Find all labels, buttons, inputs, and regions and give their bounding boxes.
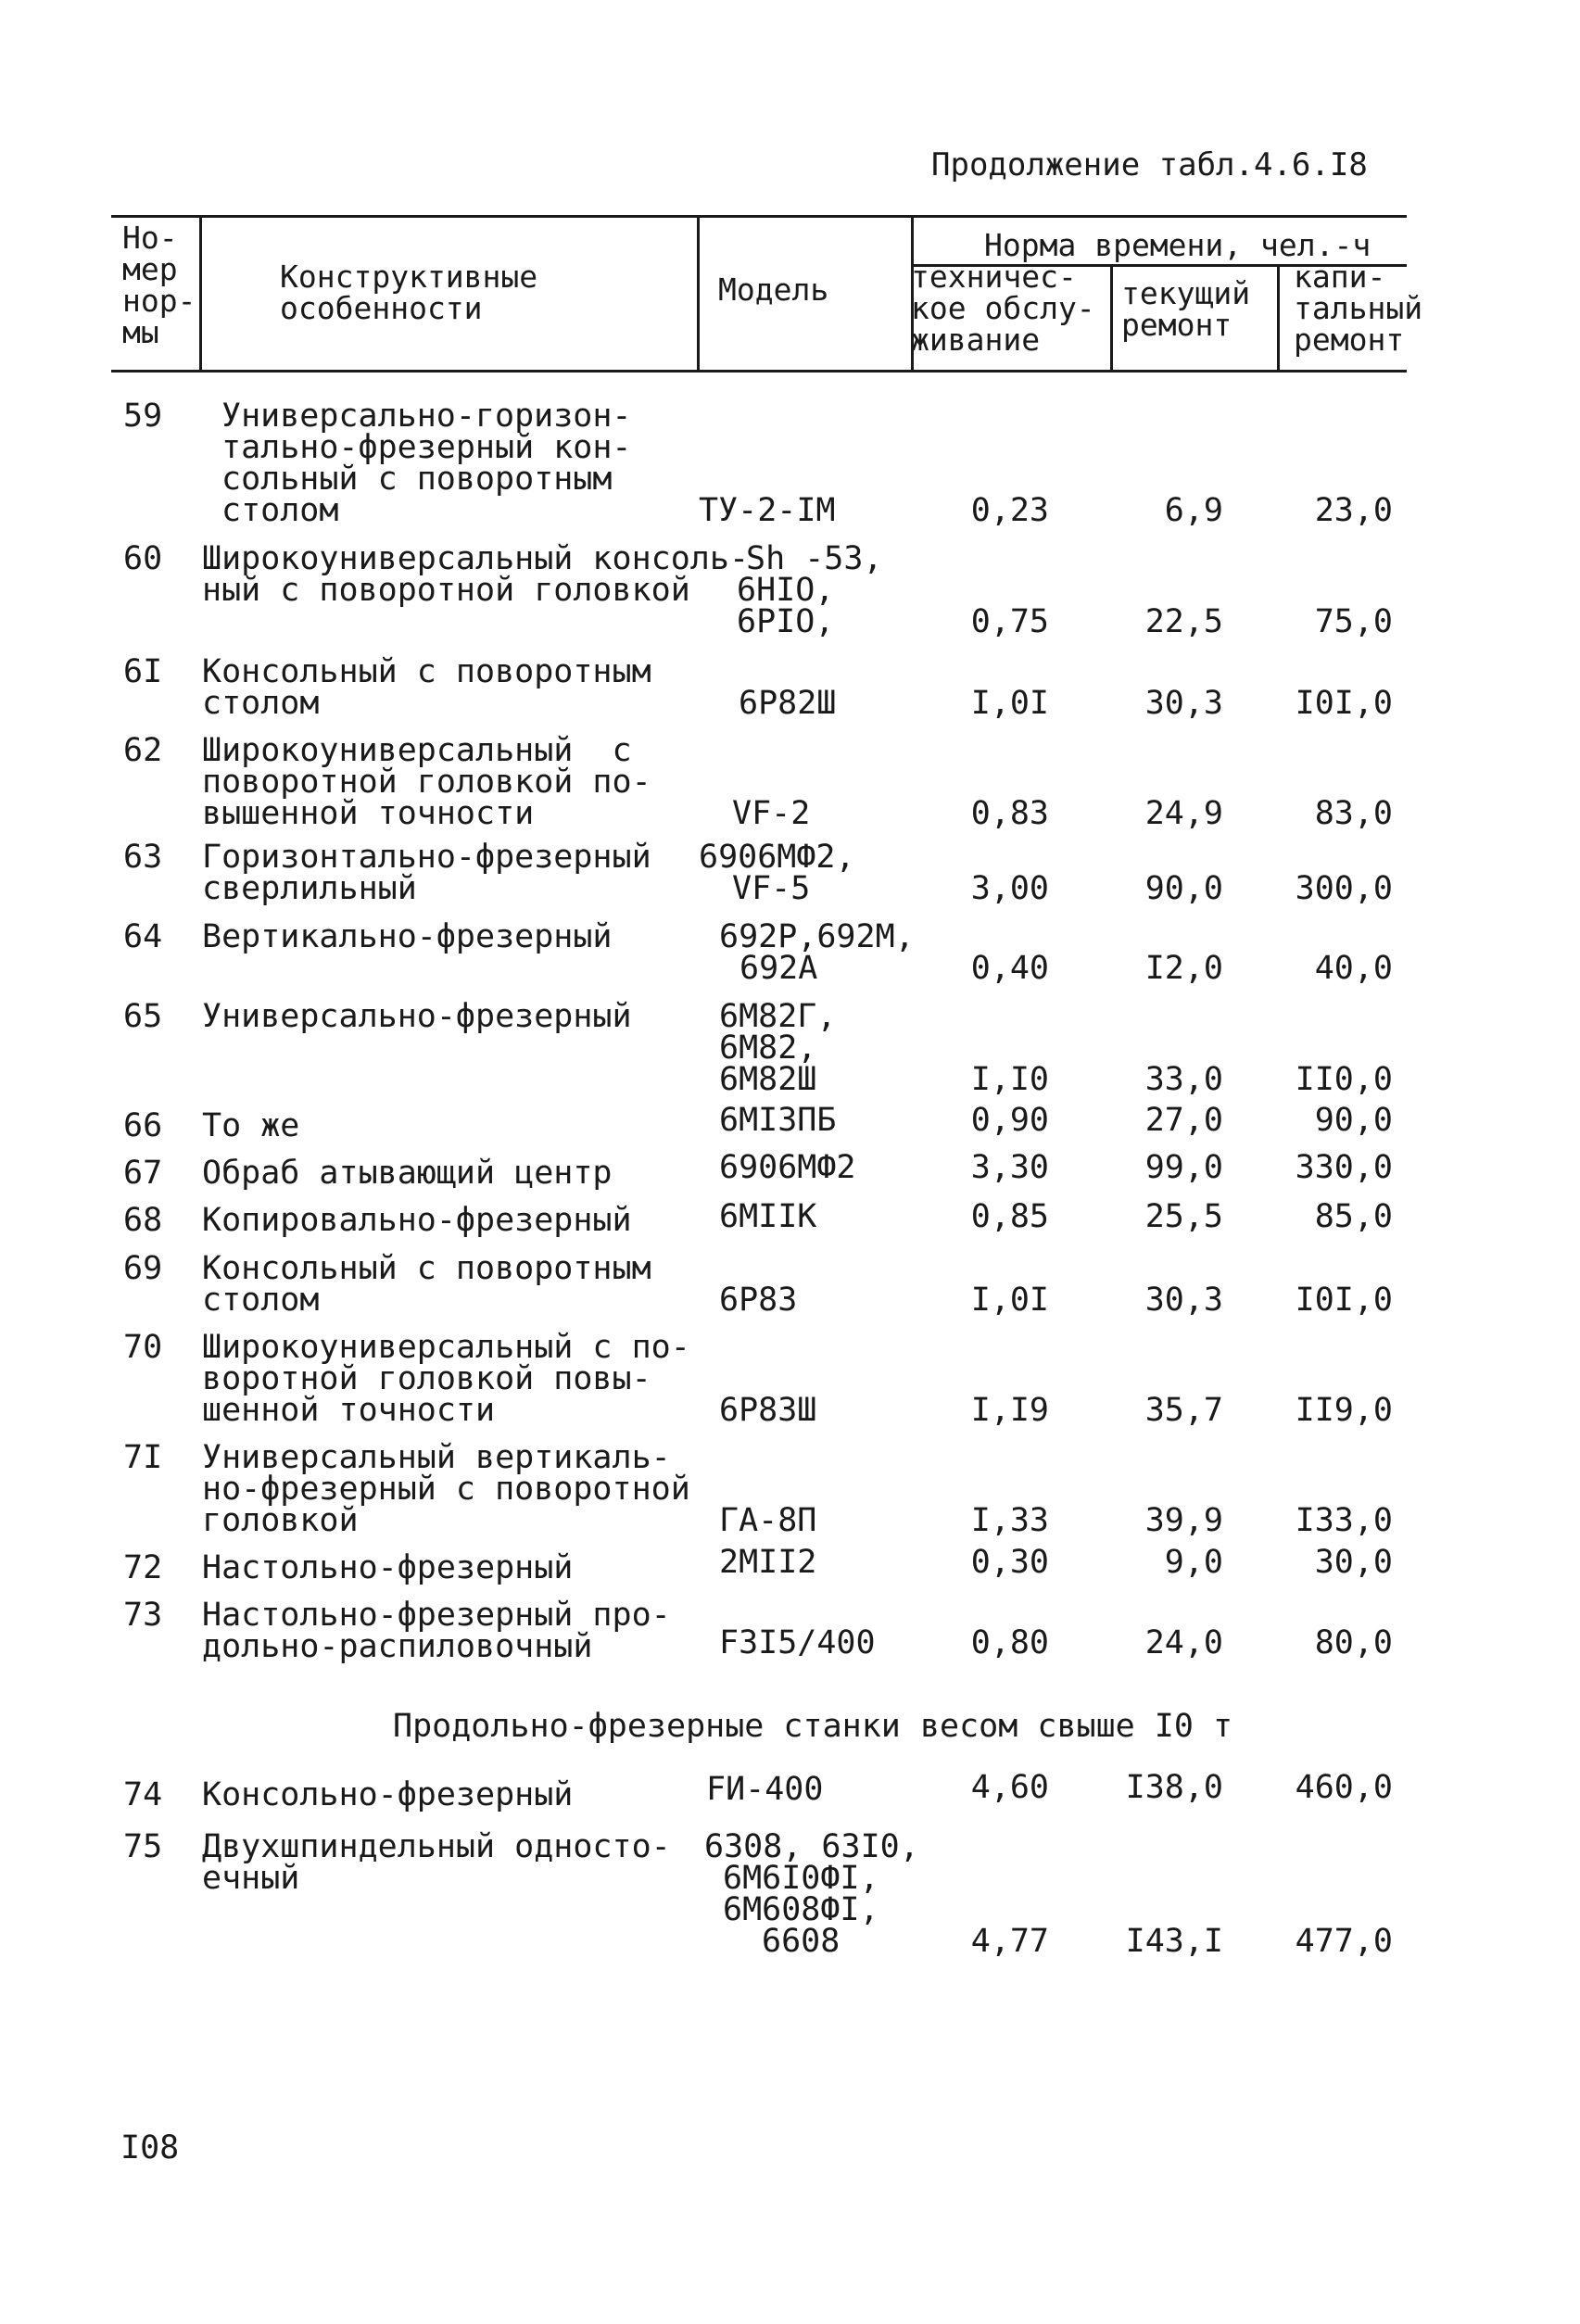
model-line: 6308, 63I0, — [704, 1828, 919, 1865]
maintenance-value: 0,90 — [970, 1102, 1049, 1139]
description-line: Широкоуниверсальный с — [202, 732, 632, 769]
header-divider-2 — [697, 215, 700, 373]
model-line: ТУ-2-IМ — [699, 492, 836, 529]
row-number: 62 — [123, 732, 163, 769]
description-line: Консольный с поворотным — [202, 1250, 651, 1287]
description-line: столом — [202, 685, 320, 722]
row-number: 7I — [123, 1439, 163, 1476]
description-line: ный с поворотной головкой — [202, 572, 690, 609]
row-model — [719, 1392, 817, 1429]
row-number: 68 — [123, 1202, 163, 1239]
description-line: Двухшпиндельный односто- — [202, 1828, 671, 1865]
header-maintenance-line: техничес- — [911, 259, 1077, 295]
current-repair-value: 90,0 — [1144, 870, 1223, 907]
maintenance-value: I,0I — [970, 1282, 1049, 1319]
row-description — [202, 1250, 651, 1319]
model-line: 6МI3ПБ — [719, 1102, 837, 1139]
row-number: 69 — [123, 1250, 163, 1287]
description-line: но-фрезерный с поворотной — [202, 1471, 690, 1508]
row-model — [719, 918, 915, 987]
model-line: 692А — [739, 950, 818, 987]
header-maintenance — [911, 261, 1095, 356]
current-repair-value: 22,5 — [1144, 603, 1223, 640]
capital-repair-value: 40,0 — [1314, 950, 1393, 987]
description-line: Горизонтально-фрезерный — [202, 839, 651, 876]
model-line: Sh -53, — [746, 540, 883, 577]
current-repair-value: 39,9 — [1144, 1502, 1223, 1539]
row-model — [719, 1149, 856, 1186]
row-description — [202, 732, 651, 832]
row-number: 60 — [123, 540, 163, 577]
capital-repair-value: 23,0 — [1314, 492, 1393, 529]
header-divider-5 — [1277, 264, 1280, 373]
description-line: сольный с поворотным — [221, 461, 613, 498]
page-number: I08 — [120, 2129, 180, 2166]
description-line: Консольный с поворотным — [202, 653, 651, 690]
row-model — [732, 795, 811, 832]
header-features — [280, 261, 537, 324]
description-line: столом — [202, 1282, 320, 1319]
description-line: сверлильный — [202, 870, 417, 907]
description-line: Настольно-фрезерный — [202, 1549, 574, 1586]
row-number: 66 — [123, 1107, 163, 1144]
description-line: тально-фрезерный кон- — [221, 429, 632, 466]
row-model — [719, 1502, 817, 1539]
description-line: вышенной точности — [202, 795, 535, 832]
row-model — [706, 1771, 824, 1808]
row-description — [202, 918, 613, 955]
current-repair-value: 9,0 — [1164, 1544, 1223, 1581]
description-line: Обраб атывающий центр — [202, 1155, 613, 1192]
maintenance-value: 0,83 — [970, 795, 1049, 832]
capital-repair-value: 300,0 — [1295, 870, 1393, 907]
row-description — [202, 1329, 690, 1429]
current-repair-value: 24,9 — [1144, 795, 1223, 832]
maintenance-value: 0,30 — [970, 1544, 1049, 1581]
continuation-title: Продолжение табл.4.6.I8 — [931, 146, 1368, 183]
description-line: воротной головкой повы- — [202, 1360, 651, 1397]
header-current-line: текущий — [1121, 275, 1251, 311]
row-description — [202, 1155, 613, 1192]
capital-repair-value: 85,0 — [1314, 1198, 1393, 1235]
row-number: 6I — [123, 653, 163, 690]
maintenance-value: 3,00 — [970, 870, 1049, 907]
maintenance-value: 4,77 — [970, 1923, 1049, 1960]
capital-repair-value: 80,0 — [1314, 1624, 1393, 1661]
header-divider-1 — [199, 215, 202, 373]
row-number: 59 — [123, 398, 163, 435]
row-model — [719, 1102, 837, 1139]
description-line: столом — [221, 492, 339, 529]
capital-repair-value: II0,0 — [1295, 1061, 1393, 1098]
row-model — [699, 492, 836, 529]
description-line: Консольно-фрезерный — [202, 1776, 574, 1813]
capital-repair-value: 477,0 — [1295, 1923, 1393, 1960]
description-line: шенной точности — [202, 1392, 496, 1429]
row-model — [737, 540, 883, 640]
current-repair-value: 33,0 — [1144, 1061, 1223, 1098]
header-features-line: Конструктивные — [280, 259, 538, 295]
row-description — [202, 998, 632, 1035]
description-line: Широкоуниверсальный консоль- — [202, 540, 750, 577]
model-line: 6МIIК — [719, 1198, 817, 1235]
model-line: 6608 — [762, 1923, 841, 1960]
row-number: 65 — [123, 998, 163, 1035]
header-number — [122, 222, 196, 348]
header-current — [1121, 275, 1251, 343]
current-repair-value: 30,3 — [1144, 1282, 1223, 1319]
model-line: ГА-8П — [719, 1502, 817, 1539]
row-number: 63 — [123, 839, 163, 876]
current-repair-value: I2,0 — [1144, 950, 1223, 987]
row-description — [202, 1549, 574, 1586]
capital-repair-value: 30,0 — [1314, 1544, 1393, 1581]
description-line: дольно-распиловочный — [202, 1628, 593, 1665]
row-number: 64 — [123, 918, 163, 955]
table-top-rule — [111, 215, 1407, 218]
current-repair-value: 99,0 — [1144, 1149, 1223, 1186]
row-model — [719, 998, 837, 1098]
row-number: 73 — [123, 1597, 163, 1634]
model-line: 692Р,692М, — [719, 918, 915, 955]
model-line: 6М82, — [719, 1029, 817, 1067]
capital-repair-value: I0I,0 — [1295, 685, 1393, 722]
capital-repair-value: 83,0 — [1314, 795, 1393, 832]
header-divider-4 — [1110, 264, 1113, 373]
header-capital-line: капи- — [1294, 259, 1386, 295]
model-line: 6906МФ2 — [719, 1149, 856, 1186]
maintenance-value: 0,23 — [970, 492, 1049, 529]
capital-repair-value: 460,0 — [1295, 1769, 1393, 1806]
row-model — [719, 1624, 876, 1661]
description-line: Универсально-фрезерный — [202, 998, 632, 1035]
maintenance-value: 0,85 — [970, 1198, 1049, 1235]
capital-repair-value: II9,0 — [1295, 1392, 1393, 1429]
current-repair-value: 6,9 — [1164, 492, 1223, 529]
header-norm-group: Норма времени, чел.-ч — [984, 227, 1371, 263]
row-description — [202, 1107, 300, 1144]
section-title: Продольно-фрезерные станки весом свыше I0 т — [393, 1708, 1233, 1745]
row-description — [202, 540, 750, 609]
model-line: 6906МФ2, — [699, 839, 855, 876]
capital-repair-value: 330,0 — [1295, 1149, 1393, 1186]
header-current-line: ремонт — [1121, 307, 1232, 343]
current-repair-value: 30,3 — [1144, 685, 1223, 722]
maintenance-value: 0,75 — [970, 603, 1049, 640]
header-maintenance-line: живание — [911, 322, 1041, 358]
row-model — [719, 1544, 817, 1581]
maintenance-value: 0,80 — [970, 1624, 1049, 1661]
model-line: 6М6I0ФI, — [723, 1860, 879, 1897]
current-repair-value: 25,5 — [1144, 1198, 1223, 1235]
header-number-line: мер — [122, 251, 178, 287]
row-model — [704, 1828, 919, 1960]
model-line: 6Р82Ш — [739, 685, 837, 722]
header-maintenance-line: кое обслу- — [911, 290, 1095, 326]
maintenance-value: 0,40 — [970, 950, 1049, 987]
header-features-line: особенности — [280, 290, 483, 326]
current-repair-value: I38,0 — [1125, 1769, 1223, 1806]
row-model — [719, 1198, 817, 1235]
current-repair-value: 27,0 — [1144, 1102, 1223, 1139]
description-line: головкой — [202, 1502, 359, 1539]
row-model — [719, 1282, 798, 1319]
description-line: Широкоуниверсальный с по- — [202, 1329, 690, 1366]
capital-repair-value: 75,0 — [1314, 603, 1393, 640]
header-number-line: мы — [122, 314, 159, 350]
maintenance-value: I,I0 — [970, 1061, 1049, 1098]
table-header-bottom-rule — [111, 370, 1407, 373]
row-description — [202, 1597, 671, 1665]
model-line: 6М82Ш — [719, 1061, 817, 1098]
maintenance-value: 3,30 — [970, 1149, 1049, 1186]
model-line: 6РIО, — [737, 603, 835, 640]
description-line: ечный — [202, 1860, 300, 1897]
row-description — [202, 1439, 690, 1539]
row-number: 74 — [123, 1776, 163, 1813]
model-line: F3I5/400 — [719, 1624, 876, 1661]
maintenance-value: I,0I — [970, 685, 1049, 722]
description-line: Копировально-фрезерный — [202, 1202, 632, 1239]
maintenance-value: 4,60 — [970, 1769, 1049, 1806]
row-description — [202, 1828, 671, 1897]
header-capital-line: ремонт — [1294, 322, 1405, 358]
capital-repair-value: I0I,0 — [1295, 1282, 1393, 1319]
header-number-line: Но- — [122, 220, 178, 256]
row-model — [739, 685, 837, 722]
capital-repair-value: 90,0 — [1314, 1102, 1393, 1139]
model-line: 6НIО, — [737, 572, 835, 609]
model-line: 6Р83Ш — [719, 1392, 817, 1429]
header-capital — [1294, 261, 1422, 356]
model-line: VF-5 — [732, 870, 811, 907]
row-number: 72 — [123, 1549, 163, 1586]
row-description — [202, 1202, 632, 1239]
row-description — [202, 398, 632, 529]
current-repair-value: 24,0 — [1144, 1624, 1223, 1661]
model-line: 6М82Г, — [719, 998, 837, 1035]
current-repair-value: I43,I — [1125, 1923, 1223, 1960]
model-line: 2МII2 — [719, 1544, 817, 1581]
header-model: Модель — [718, 272, 829, 308]
row-number: 70 — [123, 1329, 163, 1366]
row-description — [202, 839, 651, 907]
model-line: FИ-400 — [706, 1771, 824, 1808]
description-line: Настольно-фрезерный про- — [202, 1597, 671, 1634]
row-description — [202, 1776, 574, 1813]
description-line: Вертикально-фрезерный — [202, 918, 613, 955]
description-line: Универсальный вертикаль- — [202, 1439, 671, 1476]
maintenance-value: I,I9 — [970, 1392, 1049, 1429]
description-line: поворотной головкой по- — [202, 764, 651, 801]
row-number: 67 — [123, 1155, 163, 1192]
description-line: То же — [202, 1107, 300, 1144]
current-repair-value: 35,7 — [1144, 1392, 1223, 1429]
header-capital-line: тальный — [1294, 290, 1423, 326]
header-number-line: нор- — [122, 283, 196, 319]
model-line: 6М608ФI, — [723, 1891, 879, 1928]
maintenance-value: I,33 — [970, 1502, 1049, 1539]
model-line: VF-2 — [732, 795, 811, 832]
row-description — [202, 653, 651, 722]
description-line: Универсально-горизон- — [221, 398, 632, 435]
row-number: 75 — [123, 1828, 163, 1865]
row-model — [699, 839, 855, 907]
capital-repair-value: I33,0 — [1295, 1502, 1393, 1539]
model-line: 6Р83 — [719, 1282, 798, 1319]
